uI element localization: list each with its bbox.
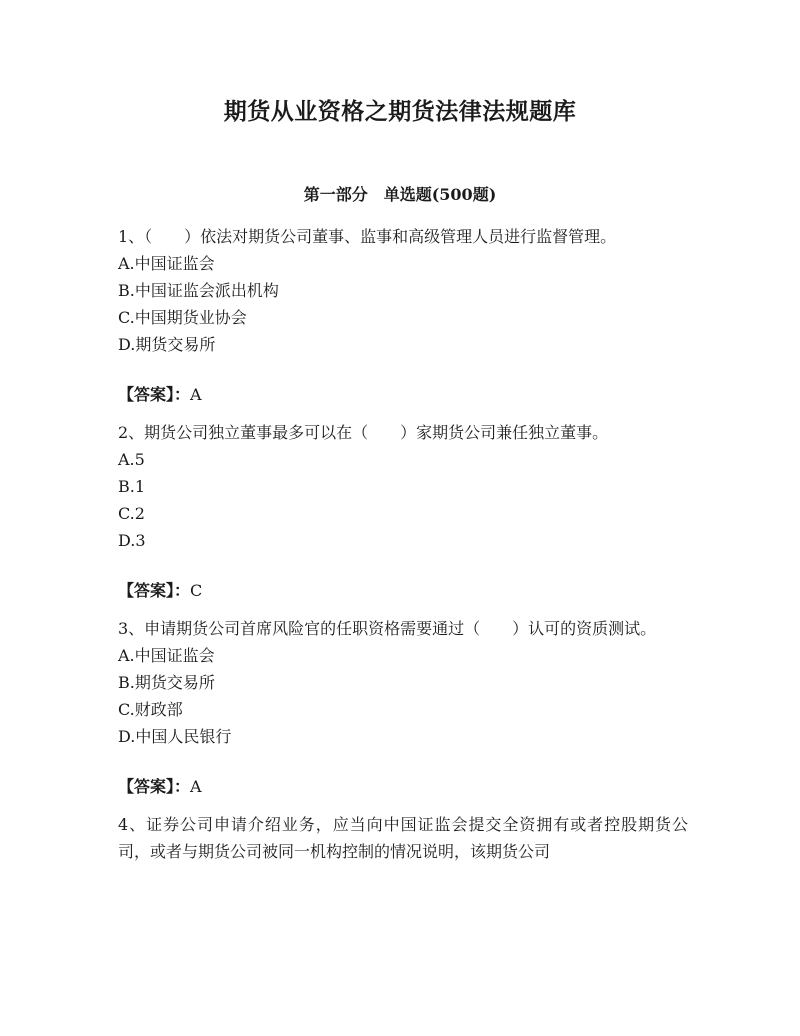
question-text: 4、证券公司申请介绍业务，应当向中国证监会提交全资拥有或者控股期货公司，或者与期货公司被同一机构控制的情况说明，该期货公司 [118, 815, 688, 861]
option-a: A.中国证监会 [118, 254, 215, 273]
answer-label: 【答案】： [118, 385, 191, 404]
answer-value: C [190, 581, 203, 600]
answer-label: 【答案】： [118, 581, 191, 600]
answer-label: 【答案】： [118, 777, 191, 796]
option-d: D.期货交易所 [118, 335, 216, 354]
question-text: 2、期货公司独立董事最多可以在（ ）家期货公司兼任独立董事。 [118, 423, 609, 442]
option-d: D.中国人民银行 [118, 727, 232, 746]
option-a: A.5 [118, 450, 145, 469]
question-text: 3、申请期货公司首席风险官的任职资格需要通过（ ）认可的资质测试。 [118, 619, 657, 638]
question-list [118, 223, 688, 869]
question-3 [118, 615, 688, 800]
answer-value: A [190, 385, 202, 404]
section-title: 第一部分 单选题(500题) [303, 185, 497, 204]
answer-line [118, 381, 688, 408]
option-b: B.中国证监会派出机构 [118, 281, 279, 300]
answer-value: A [190, 777, 202, 796]
question-text: 1、（ ）依法对期货公司董事、监事和高级管理人员进行监督管理。 [118, 227, 617, 246]
answer-line [118, 577, 688, 604]
document-title: 期货从业资格之期货法律法规题库 [223, 98, 577, 125]
option-b: B.1 [118, 477, 146, 496]
question-1 [118, 223, 688, 408]
question-2 [118, 419, 688, 604]
option-c: C.2 [118, 504, 145, 523]
option-c: C.中国期货业协会 [118, 308, 247, 327]
answer-line [118, 773, 688, 800]
option-a: A.中国证监会 [118, 646, 215, 665]
option-d: D.3 [118, 531, 146, 550]
option-c: C.财政部 [118, 700, 183, 719]
option-b: B.期货交易所 [118, 673, 215, 692]
question-4 [118, 811, 688, 865]
